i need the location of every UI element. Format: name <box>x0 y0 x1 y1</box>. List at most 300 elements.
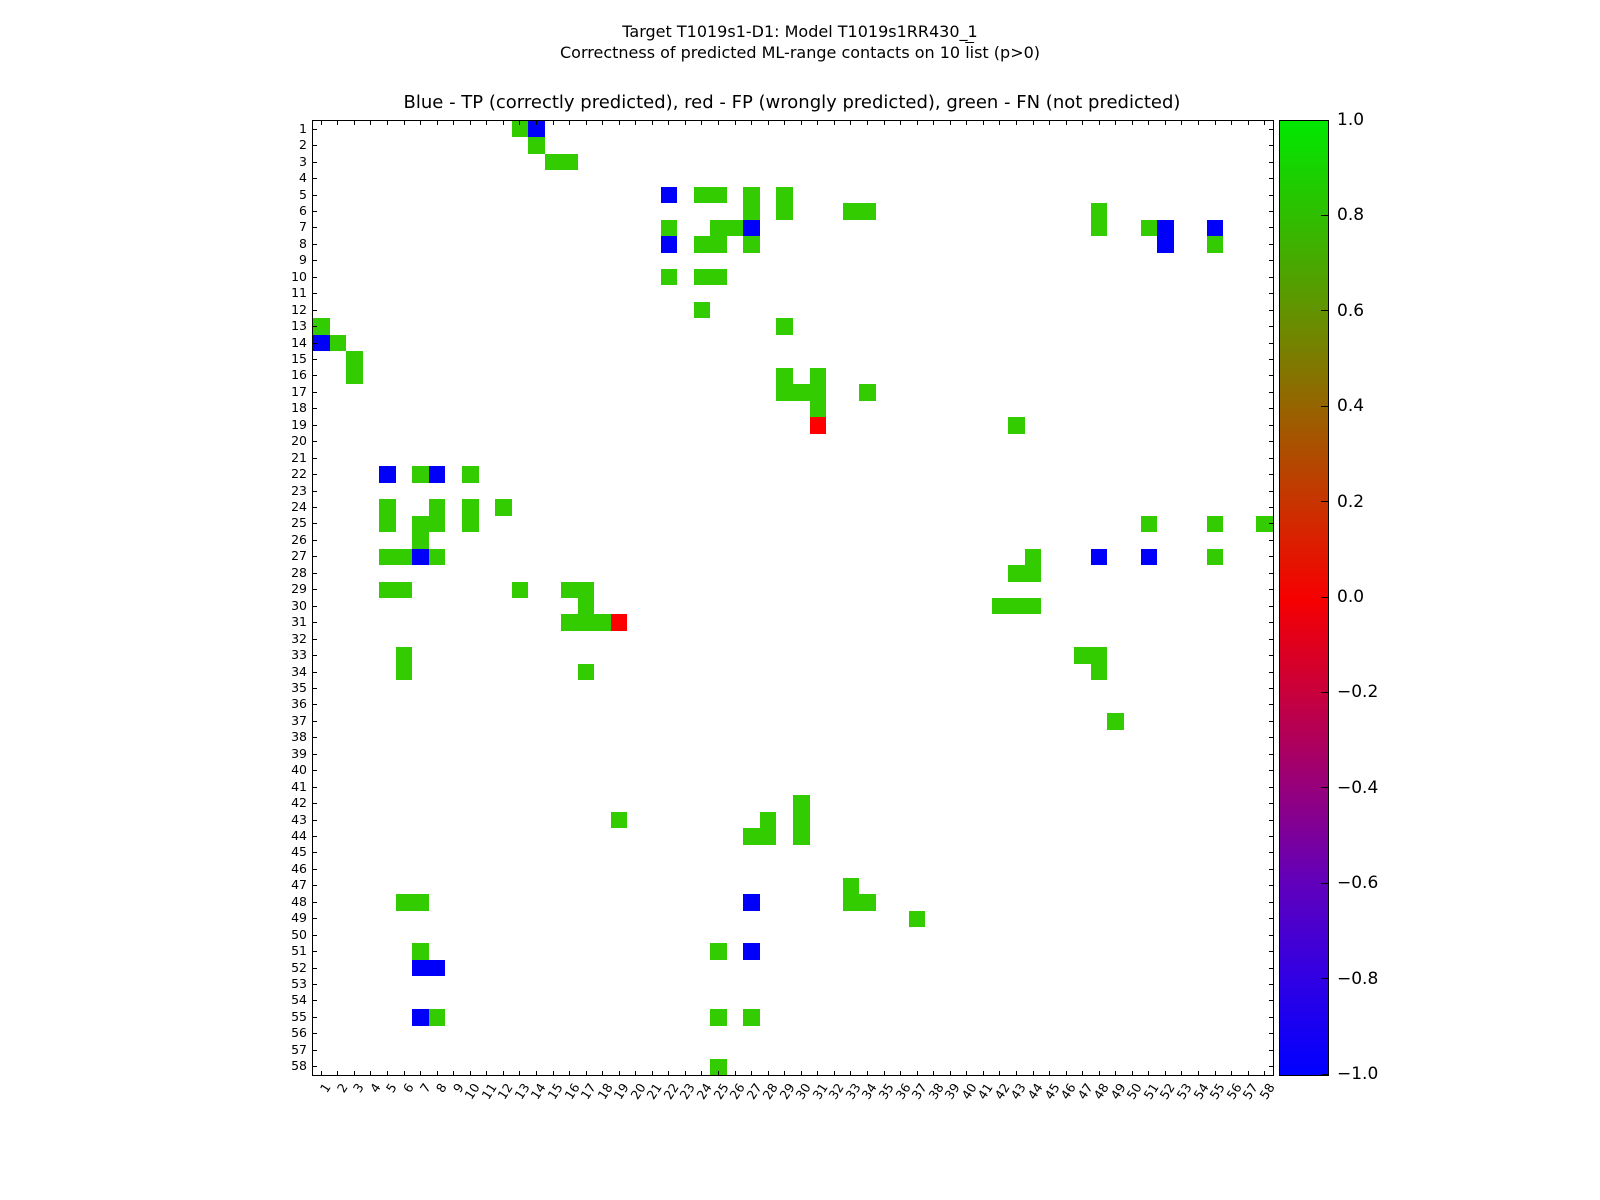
contact-cell-fn <box>843 878 860 894</box>
x-tick-label: 10 <box>461 1080 483 1102</box>
x-tick-bottom <box>569 1071 570 1075</box>
y-tick-label: 35 <box>291 679 307 695</box>
y-tick-right <box>1269 737 1273 738</box>
x-tick-top <box>1181 121 1182 125</box>
contact-cell-fn <box>843 203 860 219</box>
y-tick-label: 39 <box>291 745 307 761</box>
contact-cell-fn <box>528 137 545 153</box>
y-tick-left <box>313 672 317 673</box>
x-tick-top <box>1016 121 1017 125</box>
x-tick-bottom <box>950 1071 951 1075</box>
x-tick-label: 13 <box>511 1080 533 1102</box>
x-tick-bottom <box>801 1071 802 1075</box>
contact-cell-fn <box>578 614 595 630</box>
contact-map-plot-area <box>312 120 1274 1076</box>
x-tick-label: 27 <box>743 1080 765 1102</box>
y-tick-right <box>1269 869 1273 870</box>
colorbar-gradient <box>1279 120 1329 1076</box>
contact-cell-fn <box>743 203 760 219</box>
colorbar-tick-label: −0.8 <box>1337 968 1379 989</box>
y-tick-label: 17 <box>291 383 307 399</box>
x-tick-label: 35 <box>875 1080 897 1102</box>
x-tick-label: 30 <box>792 1080 815 1102</box>
y-tick-label: 38 <box>291 729 307 745</box>
y-tick-right <box>1269 507 1273 508</box>
y-tick-left <box>313 639 317 640</box>
contact-cell-fn <box>429 499 446 515</box>
y-tick-right <box>1269 803 1273 804</box>
x-tick-top <box>321 121 322 125</box>
y-tick-right <box>1269 754 1273 755</box>
contact-cell-fn <box>694 302 711 318</box>
x-tick-bottom <box>668 1071 669 1075</box>
y-tick-right <box>1269 1066 1273 1067</box>
contact-cell-fn <box>1008 598 1025 614</box>
contact-cell-fn <box>776 187 793 203</box>
y-tick-left <box>313 227 317 228</box>
y-tick-right <box>1269 162 1273 163</box>
y-tick-left <box>313 540 317 541</box>
x-tick-bottom <box>867 1071 868 1075</box>
y-tick-label: 16 <box>291 367 307 383</box>
y-tick-left <box>313 310 317 311</box>
y-tick-right <box>1269 721 1273 722</box>
contact-cell-fn <box>743 1009 760 1025</box>
x-tick-top <box>751 121 752 125</box>
x-tick-top <box>1049 121 1050 125</box>
x-tick-label: 12 <box>494 1080 517 1102</box>
y-tick-left <box>313 293 317 294</box>
contact-cell-fn <box>412 466 429 482</box>
y-tick-left <box>313 589 317 590</box>
contact-cell-tp <box>1091 549 1108 565</box>
contact-cell-fn <box>843 894 860 910</box>
y-tick-label: 30 <box>291 597 307 613</box>
y-tick-left <box>313 211 317 212</box>
y-tick-right <box>1269 606 1273 607</box>
x-tick-label: 20 <box>627 1080 649 1102</box>
x-tick-bottom <box>536 1071 537 1075</box>
contact-cell-fn <box>1025 565 1042 581</box>
y-tick-left <box>313 507 317 508</box>
contact-cell-fn <box>396 647 413 663</box>
y-tick-right <box>1269 622 1273 623</box>
contact-cell-fn <box>694 187 711 203</box>
y-tick-label: 52 <box>291 959 307 975</box>
x-tick-bottom <box>321 1071 322 1075</box>
x-tick-top <box>1198 121 1199 125</box>
x-tick-top <box>850 121 851 125</box>
x-tick-label: 33 <box>842 1080 864 1102</box>
x-tick-top <box>884 121 885 125</box>
y-tick-right <box>1269 145 1273 146</box>
x-tick-top <box>553 121 554 125</box>
y-tick-left <box>313 491 317 492</box>
colorbar-tick <box>1321 120 1328 121</box>
x-tick-top <box>784 121 785 125</box>
contact-cell-fn <box>710 269 727 285</box>
y-tick-label: 31 <box>291 614 307 630</box>
y-tick-left <box>313 968 317 969</box>
contact-cell-fn <box>396 894 413 910</box>
contact-cell-fn <box>594 614 611 630</box>
contact-cell-fn <box>1008 417 1025 433</box>
x-tick-label: 6 <box>399 1080 417 1096</box>
y-tick-right <box>1269 392 1273 393</box>
contact-cell-fn <box>1207 236 1224 252</box>
y-tick-right <box>1269 1050 1273 1051</box>
colorbar-tick-label: −0.2 <box>1337 682 1379 703</box>
x-tick-bottom <box>420 1071 421 1075</box>
contact-cell-fn <box>561 614 578 630</box>
x-tick-label: 21 <box>643 1080 666 1102</box>
x-tick-label: 34 <box>858 1080 881 1102</box>
x-tick-label: 8 <box>432 1080 450 1096</box>
y-tick-label: 21 <box>291 449 307 465</box>
x-tick-bottom <box>553 1071 554 1075</box>
y-tick-left <box>313 935 317 936</box>
x-tick-top <box>1115 121 1116 125</box>
y-tick-left <box>313 721 317 722</box>
y-tick-label: 11 <box>291 285 307 301</box>
y-tick-left <box>313 984 317 985</box>
y-tick-label: 14 <box>291 334 307 350</box>
contact-cell-fn <box>859 894 876 910</box>
contact-cell-tp <box>743 220 760 236</box>
axes-title-legend: Blue - TP (correctly predicted), red - FP (wrongly predicted), green - FN (not predicted) <box>403 92 1181 113</box>
y-tick-right <box>1269 1017 1273 1018</box>
y-tick-label: 57 <box>291 1041 307 1057</box>
contact-cell-fn <box>396 664 413 680</box>
y-tick-left <box>313 622 317 623</box>
x-tick-bottom <box>387 1071 388 1075</box>
y-tick-right <box>1269 491 1273 492</box>
y-tick-left <box>313 178 317 179</box>
x-tick-label: 43 <box>1007 1080 1030 1102</box>
y-tick-label: 27 <box>291 548 307 564</box>
y-tick-label: 46 <box>291 860 307 876</box>
colorbar-tick <box>1321 787 1328 788</box>
y-tick-label: 26 <box>291 531 307 547</box>
y-tick-label: 40 <box>291 762 307 778</box>
contact-cell-tp <box>1157 236 1174 252</box>
y-tick-right <box>1269 260 1273 261</box>
contact-cell-fn <box>412 943 429 959</box>
y-tick-label: 51 <box>291 943 307 959</box>
colorbar-tick <box>1321 597 1328 598</box>
contact-cell-fn <box>710 187 727 203</box>
x-tick-top <box>701 121 702 125</box>
figure-suptitle <box>0 21 1600 63</box>
colorbar-tick-label: 0.6 <box>1337 300 1365 321</box>
y-tick-label: 58 <box>291 1058 307 1074</box>
contact-cell-fn <box>694 269 711 285</box>
y-tick-left <box>313 737 317 738</box>
y-tick-left <box>313 375 317 376</box>
x-tick-label: 1 <box>317 1080 335 1096</box>
y-tick-right <box>1269 770 1273 771</box>
contact-cell-fn <box>1074 647 1091 663</box>
contact-cell-fn <box>396 549 413 565</box>
y-tick-label: 32 <box>291 630 307 646</box>
contact-cell-fn <box>512 582 529 598</box>
x-tick-bottom <box>1033 1071 1034 1075</box>
y-tick-left <box>313 392 317 393</box>
y-tick-label: 23 <box>291 482 307 498</box>
contact-cell-fn <box>694 236 711 252</box>
x-tick-top <box>420 121 421 125</box>
suptitle-line-2-text: Correctness of predicted ML-range contacts on 10 <box>559 43 966 62</box>
y-tick-left <box>313 1050 317 1051</box>
x-tick-label: 38 <box>925 1080 947 1102</box>
x-tick-bottom <box>817 1071 818 1075</box>
contact-cell-fn <box>429 516 446 532</box>
x-tick-top <box>370 121 371 125</box>
y-tick-label: 54 <box>291 992 307 1008</box>
x-tick-top <box>817 121 818 125</box>
x-tick-bottom <box>1132 1071 1133 1075</box>
y-tick-label: 36 <box>291 696 307 712</box>
contact-cell-fn <box>346 351 363 367</box>
contact-cell-fn <box>1091 220 1108 236</box>
contact-cell-fn <box>1091 203 1108 219</box>
colorbar-tick <box>1321 501 1328 502</box>
contact-cell-fn <box>810 384 827 400</box>
y-tick-label: 56 <box>291 1025 307 1041</box>
x-tick-label: 49 <box>1107 1080 1129 1102</box>
suptitle-line-2-tail: st (p>0) <box>974 43 1041 62</box>
x-tick-label: 42 <box>991 1080 1013 1102</box>
y-tick-left <box>313 359 317 360</box>
x-tick-top <box>602 121 603 125</box>
contact-cell-fn <box>1141 516 1158 532</box>
contact-cell-fn <box>561 154 578 170</box>
y-tick-left <box>313 1000 317 1001</box>
contact-cell-fn <box>1207 516 1224 532</box>
x-tick-label: 53 <box>1173 1080 1195 1102</box>
x-tick-label: 22 <box>660 1080 682 1102</box>
y-tick-label: 49 <box>291 910 307 926</box>
colorbar-tick-label: 0.2 <box>1337 491 1365 512</box>
x-tick-label: 55 <box>1206 1080 1228 1102</box>
y-tick-right <box>1269 293 1273 294</box>
x-tick-top <box>718 121 719 125</box>
x-tick-top <box>619 121 620 125</box>
y-tick-left <box>313 918 317 919</box>
contact-cell-fn <box>379 499 396 515</box>
y-tick-right <box>1269 639 1273 640</box>
contact-cell-fn <box>661 220 678 236</box>
contact-cell-fn <box>793 812 810 828</box>
x-tick-top <box>652 121 653 125</box>
y-tick-label: 20 <box>291 433 307 449</box>
y-tick-left <box>313 787 317 788</box>
contact-cell-fn <box>710 943 727 959</box>
contact-cell-fn <box>743 828 760 844</box>
y-tick-left <box>313 260 317 261</box>
x-tick-bottom <box>619 1071 620 1075</box>
x-tick-label: 23 <box>676 1080 699 1102</box>
y-tick-label: 33 <box>291 647 307 663</box>
y-tick-right <box>1269 540 1273 541</box>
contact-cell-fn <box>429 549 446 565</box>
x-tick-top <box>735 121 736 125</box>
y-tick-label: 44 <box>291 828 307 843</box>
colorbar-tick <box>1321 310 1328 311</box>
x-tick-bottom <box>834 1071 835 1075</box>
y-tick-left <box>313 145 317 146</box>
x-tick-label: 39 <box>941 1080 963 1102</box>
x-tick-label: 56 <box>1223 1080 1245 1102</box>
contact-cell-fn <box>710 1009 727 1025</box>
x-tick-label: 32 <box>825 1080 848 1102</box>
x-tick-label: 7 <box>416 1080 434 1096</box>
contact-cell-fn <box>611 812 628 828</box>
contact-cell-tp <box>379 466 396 482</box>
colorbar-tick-label: −0.4 <box>1337 777 1379 798</box>
x-tick-top <box>387 121 388 125</box>
contact-cell-fn <box>330 335 347 351</box>
y-tick-left <box>313 343 317 344</box>
x-tick-top <box>437 121 438 125</box>
x-tick-top <box>966 121 967 125</box>
x-tick-top <box>1231 121 1232 125</box>
x-tick-top <box>768 121 769 125</box>
y-tick-right <box>1269 277 1273 278</box>
y-tick-right <box>1269 244 1273 245</box>
y-tick-left <box>313 195 317 196</box>
x-tick-bottom <box>999 1071 1000 1075</box>
contact-cell-fn <box>760 812 777 828</box>
x-tick-label: 3 <box>350 1080 368 1096</box>
x-tick-bottom <box>1099 1071 1100 1075</box>
colorbar-tick-label: −1.0 <box>1337 1064 1379 1084</box>
y-tick-right <box>1269 968 1273 969</box>
x-tick-bottom <box>437 1071 438 1075</box>
x-tick-bottom <box>1215 1071 1216 1075</box>
y-tick-right <box>1269 1033 1273 1034</box>
x-tick-bottom <box>1016 1071 1017 1075</box>
x-tick-bottom <box>1115 1071 1116 1075</box>
y-tick-right <box>1269 474 1273 475</box>
x-tick-top <box>1132 121 1133 125</box>
x-tick-top <box>1148 121 1149 125</box>
y-tick-left <box>313 1033 317 1034</box>
x-tick-label: 5 <box>383 1080 401 1096</box>
x-tick-bottom <box>602 1071 603 1075</box>
contact-cell-fn <box>561 582 578 598</box>
y-tick-label: 10 <box>291 268 307 284</box>
x-tick-bottom <box>370 1071 371 1075</box>
y-tick-label: 13 <box>291 318 307 334</box>
y-tick-left <box>313 573 317 574</box>
y-tick-right <box>1269 178 1273 179</box>
x-tick-top <box>1082 121 1083 125</box>
x-tick-top <box>933 121 934 125</box>
y-tick-left <box>313 688 317 689</box>
x-tick-label: 14 <box>527 1080 550 1102</box>
y-tick-label: 19 <box>291 416 307 432</box>
x-tick-top <box>950 121 951 125</box>
y-tick-right <box>1269 951 1273 952</box>
y-tick-right <box>1269 787 1273 788</box>
y-tick-label: 48 <box>291 893 307 909</box>
contact-cell-fn <box>412 516 429 532</box>
y-tick-label: 9 <box>299 252 307 268</box>
y-tick-left <box>313 836 317 837</box>
y-tick-label: 12 <box>291 301 307 317</box>
x-tick-top <box>569 121 570 125</box>
x-tick-top <box>900 121 901 125</box>
y-tick-label: 18 <box>291 400 307 416</box>
x-tick-label: 45 <box>1041 1080 1063 1102</box>
x-tick-label: 18 <box>594 1080 616 1102</box>
x-tick-bottom <box>354 1071 355 1075</box>
x-tick-top <box>503 121 504 125</box>
x-tick-bottom <box>503 1071 504 1075</box>
contact-cell-fn <box>776 318 793 334</box>
colorbar-tick <box>1321 406 1328 407</box>
x-tick-bottom <box>1049 1071 1050 1075</box>
y-tick-label: 45 <box>291 844 307 860</box>
contact-cell-fn <box>379 549 396 565</box>
x-tick-bottom <box>850 1071 851 1075</box>
y-tick-right <box>1269 441 1273 442</box>
contact-cell-fn <box>379 516 396 532</box>
x-tick-bottom <box>1165 1071 1166 1075</box>
y-tick-right <box>1269 129 1273 130</box>
y-tick-right <box>1269 425 1273 426</box>
y-tick-right <box>1269 885 1273 886</box>
y-tick-label: 4 <box>299 170 307 186</box>
x-tick-label: 9 <box>449 1080 467 1096</box>
y-tick-right <box>1269 902 1273 903</box>
x-tick-bottom <box>1198 1071 1199 1075</box>
contact-cell-tp <box>1157 220 1174 236</box>
contact-cell-fn <box>992 598 1009 614</box>
contact-cell-fp <box>810 417 827 433</box>
y-tick-left <box>313 852 317 853</box>
y-tick-right <box>1269 227 1273 228</box>
y-tick-label: 55 <box>291 1008 307 1024</box>
contact-cell-fn <box>578 664 595 680</box>
y-tick-right <box>1269 375 1273 376</box>
x-tick-bottom <box>685 1071 686 1075</box>
y-tick-right <box>1269 310 1273 311</box>
contact-cell-tp <box>661 187 678 203</box>
suptitle-line-1: Target T1019s1-D1: Model T1019s1RR430_1 <box>622 22 978 41</box>
x-tick-label: 26 <box>726 1080 748 1102</box>
y-tick-right <box>1269 704 1273 705</box>
x-tick-label: 51 <box>1140 1080 1162 1102</box>
x-tick-top <box>1066 121 1067 125</box>
y-tick-left <box>313 441 317 442</box>
y-tick-left <box>313 162 317 163</box>
x-tick-label: 41 <box>974 1080 997 1102</box>
x-tick-top <box>867 121 868 125</box>
y-tick-right <box>1269 523 1273 524</box>
colorbar-tick <box>1321 1074 1328 1075</box>
suptitle-line-2 <box>0 42 1600 63</box>
y-tick-left <box>313 1066 317 1067</box>
x-tick-label: 52 <box>1156 1080 1179 1102</box>
x-tick-bottom <box>933 1071 934 1075</box>
contact-cell-fn <box>495 499 512 515</box>
y-tick-left <box>313 1017 317 1018</box>
y-tick-left <box>313 556 317 557</box>
x-tick-label: 28 <box>759 1080 781 1102</box>
y-tick-right <box>1269 195 1273 196</box>
